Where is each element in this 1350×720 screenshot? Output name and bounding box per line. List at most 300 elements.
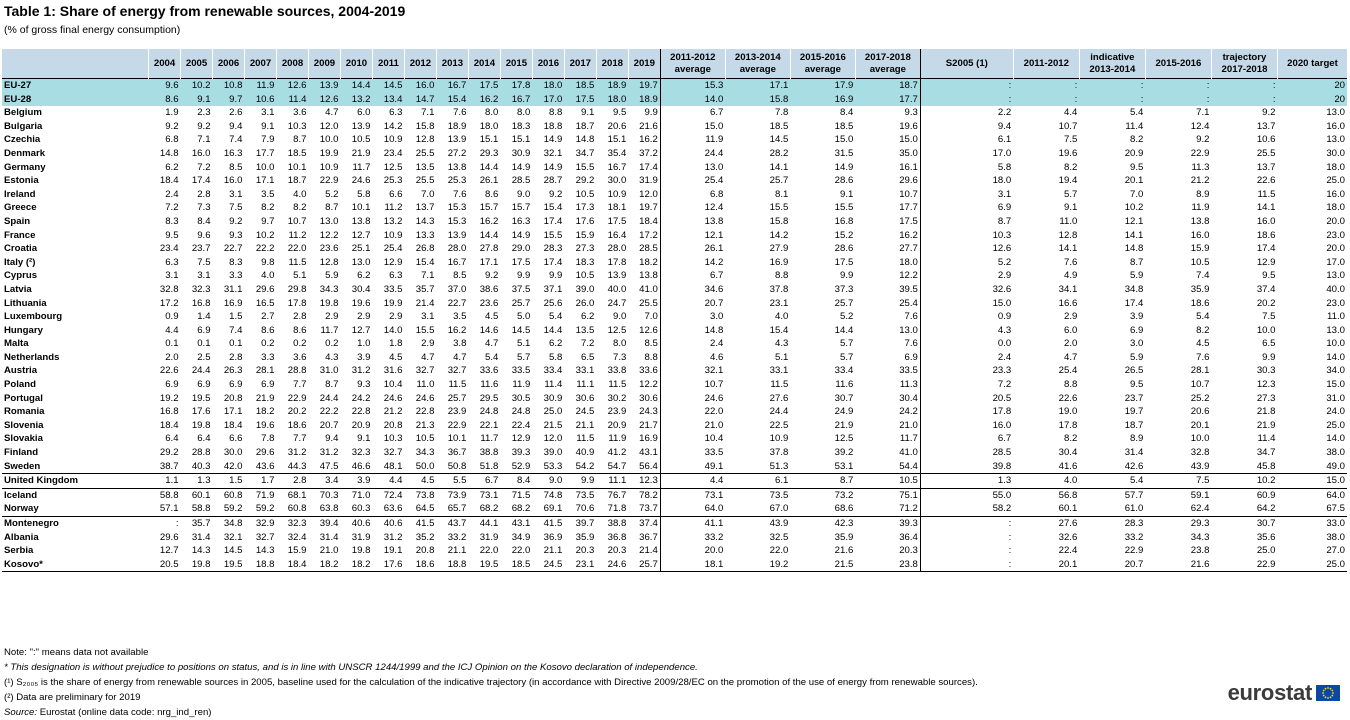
value-cell: 2.4 xyxy=(660,337,725,351)
value-cell: 60.1 xyxy=(181,488,213,502)
value-cell: 14.9 xyxy=(834,161,854,173)
value-cell: 1.4 xyxy=(197,311,211,323)
value-cell: 11.3 xyxy=(899,379,918,391)
value-cell: 25.2 xyxy=(1190,392,1210,404)
value-cell: 4.7 xyxy=(485,338,499,350)
value-cell: 6.8 xyxy=(660,188,725,202)
value-cell: 13.7 xyxy=(415,202,435,214)
value-cell: 20.1 xyxy=(1013,558,1079,572)
table-row xyxy=(2,93,1347,107)
value-cell: 20.3 xyxy=(575,545,595,557)
value-cell: 11.7 xyxy=(899,433,918,445)
value-cell: 10.5 xyxy=(575,188,595,200)
value-cell: 5.4 xyxy=(1079,474,1145,489)
value-cell: 6.7 xyxy=(660,106,725,120)
value-cell: 11.6 xyxy=(480,379,499,391)
value-cell: 39.5 xyxy=(899,283,918,295)
value-cell: 16.9 xyxy=(790,93,855,107)
value-cell: 33.0 xyxy=(1278,517,1347,531)
value-cell: : xyxy=(920,93,1013,107)
value-cell: 23.1 xyxy=(564,558,596,572)
value-cell: 46.6 xyxy=(351,460,371,472)
value-cell: 4.3 xyxy=(775,338,789,350)
country-cell: Norway xyxy=(4,503,39,515)
value-cell: 14.3 xyxy=(191,545,211,557)
value-cell: 27.9 xyxy=(769,243,789,255)
value-cell: 22.9 xyxy=(447,419,467,431)
country-cell: Poland xyxy=(4,379,36,391)
value-cell: 27.8 xyxy=(479,243,499,255)
value-cell: 30.7 xyxy=(1211,517,1277,531)
header-col: 2017 xyxy=(564,49,596,79)
header-col: 2013-2014 average xyxy=(725,49,790,79)
value-cell: 14.3 xyxy=(415,215,435,227)
value-cell: 16.7 xyxy=(607,161,627,173)
value-cell: 51.3 xyxy=(769,460,789,472)
value-cell: 43.9 xyxy=(725,517,790,531)
value-cell: 10.7 xyxy=(1190,379,1210,391)
country-cell: EU-28 xyxy=(2,93,149,107)
value-cell: : xyxy=(920,79,1013,93)
notes xyxy=(4,645,978,720)
value-cell: 9.3 xyxy=(357,379,371,391)
value-cell: 32.1 xyxy=(660,364,725,378)
value-cell: 14.5 xyxy=(223,545,243,557)
table-row xyxy=(2,337,1347,351)
value-cell: 15.0 xyxy=(834,134,854,146)
value-cell: 24.2 xyxy=(899,406,918,418)
value-cell: 3.6 xyxy=(293,107,307,119)
value-cell: 10.5 xyxy=(575,270,595,282)
energy-table xyxy=(2,49,1347,572)
value-cell: 33.5 xyxy=(899,365,918,377)
value-cell: 30.5 xyxy=(511,392,531,404)
value-cell: 17.8 xyxy=(500,79,532,93)
value-cell: 32.1 xyxy=(223,531,243,543)
value-cell: 18.6 xyxy=(1256,229,1276,241)
value-cell: 16.3 xyxy=(223,147,243,159)
value-cell: 13.0 xyxy=(899,324,918,336)
header-col: 2011 xyxy=(372,49,404,79)
value-cell: 6.9 xyxy=(920,201,1013,215)
value-cell: 11.5 xyxy=(288,256,307,268)
value-cell: 5.4 xyxy=(1196,311,1210,323)
value-cell: 22.0 xyxy=(511,545,531,557)
value-cell: 22.5 xyxy=(769,419,789,431)
value-cell: : xyxy=(149,517,181,531)
value-cell: : xyxy=(1145,93,1211,107)
value-cell: 34.3 xyxy=(319,283,339,295)
value-cell: 37.0 xyxy=(447,283,467,295)
value-cell: 39.4 xyxy=(308,517,340,531)
table-row xyxy=(2,229,1347,243)
value-cell: 9.3 xyxy=(904,107,918,119)
value-cell: 9.5 xyxy=(165,229,179,241)
value-cell: 20.7 xyxy=(1079,558,1145,572)
value-cell: 22.9 xyxy=(287,392,307,404)
value-cell: 6.6 xyxy=(229,433,243,445)
value-cell: 10.9 xyxy=(383,134,403,146)
value-cell: : xyxy=(920,531,1013,545)
value-cell: 11.5 xyxy=(770,379,789,391)
value-cell: 15.0 xyxy=(660,120,725,134)
value-cell: 24.0 xyxy=(1326,406,1345,418)
value-cell: 14.4 xyxy=(340,79,372,93)
value-cell: 18.3 xyxy=(511,120,531,132)
value-cell: 28.8 xyxy=(191,447,211,459)
value-cell: 40.3 xyxy=(191,460,211,472)
table-row xyxy=(2,531,1347,545)
eu-flag-icon xyxy=(1316,685,1340,701)
table-row xyxy=(2,517,1347,531)
value-cell: 22.4 xyxy=(1058,545,1078,557)
value-cell: 19.8 xyxy=(191,419,211,431)
value-cell: 14.4 xyxy=(479,229,499,241)
value-cell: 19.6 xyxy=(1058,147,1078,159)
value-cell: 8.2 xyxy=(261,202,275,214)
value-cell: 25.0 xyxy=(1256,545,1276,557)
value-cell: 2.9 xyxy=(920,269,1013,283)
value-cell: 31.2 xyxy=(287,447,307,459)
value-cell: 11.3 xyxy=(1191,161,1210,173)
value-cell: 9.4 xyxy=(325,433,339,445)
value-cell: 10.7 xyxy=(287,215,307,227)
value-cell: 10.7 xyxy=(899,188,918,200)
value-cell: 14.0 xyxy=(660,93,725,107)
value-cell: 32.3 xyxy=(351,447,371,459)
value-cell: 40.6 xyxy=(340,517,372,531)
value-cell: 33.5 xyxy=(383,283,403,295)
value-cell: 25.3 xyxy=(383,175,403,187)
value-cell: 41.5 xyxy=(404,517,436,531)
value-cell: 23.8 xyxy=(855,558,920,572)
table-row xyxy=(2,378,1347,392)
value-cell: 9.0 xyxy=(517,188,531,200)
value-cell: 43.7 xyxy=(436,517,468,531)
value-cell: 19.8 xyxy=(181,558,213,572)
header-col: 2005 xyxy=(181,49,213,79)
value-cell: 0.1 xyxy=(165,338,179,350)
value-cell: 17.1 xyxy=(223,406,243,418)
value-cell: 23.9 xyxy=(607,406,627,418)
value-cell: 10.5 xyxy=(351,134,371,146)
country-cell: Montenegro xyxy=(2,517,149,531)
value-cell: 3.1 xyxy=(920,188,1013,202)
value-cell: 9.4 xyxy=(229,120,243,132)
value-cell: 63.8 xyxy=(319,503,339,515)
value-cell: 16.8 xyxy=(191,297,211,309)
value-cell: 15.4 xyxy=(436,93,468,107)
value-cell: 27.6 xyxy=(769,392,789,404)
value-cell: 25.7 xyxy=(834,297,854,309)
country-cell: Croatia xyxy=(4,243,38,255)
value-cell: 8.8 xyxy=(549,107,563,119)
value-cell: 0.2 xyxy=(325,338,339,350)
value-cell: 13.0 xyxy=(351,256,371,268)
value-cell: 11.4 xyxy=(277,93,309,107)
value-cell: 21.9 xyxy=(255,392,275,404)
value-cell: 29.3 xyxy=(479,147,499,159)
value-cell: 22.7 xyxy=(223,243,243,255)
country-cell: Albania xyxy=(4,531,39,543)
value-cell: 16.9 xyxy=(639,433,658,445)
value-cell: 23.4 xyxy=(383,147,403,159)
value-cell: 13.7 xyxy=(1256,161,1276,173)
value-cell: 34.8 xyxy=(213,517,245,531)
value-cell: 21.9 xyxy=(351,147,371,159)
value-cell: 59.2 xyxy=(255,503,275,515)
value-cell: 18.4 xyxy=(159,419,179,431)
value-cell: 31.6 xyxy=(383,365,403,377)
value-cell: 7.2 xyxy=(165,202,179,214)
value-cell: 16.9 xyxy=(769,256,789,268)
value-cell: 9.9 xyxy=(564,474,596,489)
value-cell: 18.4 xyxy=(159,175,179,187)
value-cell: 71.5 xyxy=(500,488,532,502)
value-cell: 24.3 xyxy=(639,406,658,418)
value-cell: 4.4 xyxy=(165,324,179,336)
value-cell: 10.9 xyxy=(383,229,403,241)
value-cell: 21.0 xyxy=(899,419,918,431)
value-cell: 27.3 xyxy=(1256,392,1276,404)
value-cell: 2.4 xyxy=(165,188,179,200)
value-cell: 22.0 xyxy=(479,545,499,557)
value-cell: 33.5 xyxy=(660,446,725,460)
value-cell: 45.8 xyxy=(1256,460,1276,472)
value-cell: 15.5 xyxy=(543,229,563,241)
table-row xyxy=(2,446,1347,460)
value-cell: 17.1 xyxy=(725,79,790,93)
table-row xyxy=(2,502,1347,516)
value-cell: 17.5 xyxy=(899,215,918,227)
value-cell: 11.4 xyxy=(1125,120,1144,132)
value-cell: 31.4 xyxy=(319,531,339,543)
value-cell: 7.4 xyxy=(229,324,243,336)
value-cell: 38.8 xyxy=(479,447,499,459)
value-cell: 25.3 xyxy=(447,175,467,187)
value-cell: 63.6 xyxy=(383,503,403,515)
value-cell: 26.8 xyxy=(415,243,435,255)
value-cell: 30.3 xyxy=(1256,365,1276,377)
value-cell: 15.8 xyxy=(725,93,790,107)
value-cell: 23.0 xyxy=(1326,297,1345,309)
value-cell: 12.9 xyxy=(1256,256,1276,268)
value-cell: 26.1 xyxy=(479,175,499,187)
value-cell: 5.0 xyxy=(517,311,531,323)
value-cell: 22.2 xyxy=(319,406,339,418)
value-cell: 22.9 xyxy=(319,175,339,187)
value-cell: 8.6 xyxy=(149,93,181,107)
value-cell: 39.8 xyxy=(920,460,1013,474)
value-cell: 23.0 xyxy=(1326,229,1345,241)
value-cell: 9.2 xyxy=(165,120,179,132)
value-cell: 11.9 xyxy=(512,379,531,391)
value-cell: 23.7 xyxy=(1124,392,1144,404)
value-cell: 18.4 xyxy=(639,215,658,227)
value-cell: 34.6 xyxy=(660,283,725,297)
value-cell: 12.5 xyxy=(607,324,627,336)
value-cell: 17.1 xyxy=(479,256,499,268)
value-cell: 11.1 xyxy=(576,379,595,391)
value-cell: 57.1 xyxy=(159,503,179,515)
value-cell: 20.8 xyxy=(223,392,243,404)
value-cell: 14.9 xyxy=(511,229,531,241)
value-cell: 28.6 xyxy=(834,243,854,255)
value-cell: 71.2 xyxy=(899,503,918,515)
table-header xyxy=(2,49,1347,79)
table-row xyxy=(2,269,1347,283)
value-cell: 10.1 xyxy=(287,161,307,173)
value-cell: 18.7 xyxy=(287,175,307,187)
value-cell: 32.6 xyxy=(920,283,1013,297)
source-label: Source: xyxy=(4,707,38,718)
value-cell: 7.9 xyxy=(261,134,275,146)
value-cell: 24.6 xyxy=(596,558,628,572)
value-cell: 9.7 xyxy=(261,215,275,227)
value-cell: : xyxy=(920,558,1013,572)
value-cell: 2.9 xyxy=(357,311,371,323)
value-cell: 21.7 xyxy=(639,419,658,431)
value-cell: 25.5 xyxy=(1256,147,1276,159)
value-cell: 31.2 xyxy=(351,365,371,377)
value-cell: 9.1 xyxy=(357,433,371,445)
value-cell: 59.2 xyxy=(223,503,243,515)
value-cell: 16.7 xyxy=(436,79,468,93)
header-col: 2004 xyxy=(149,49,181,79)
value-cell: 44.1 xyxy=(468,517,500,531)
value-cell: 4.5 xyxy=(389,351,403,363)
value-cell: 13.9 xyxy=(607,270,627,282)
value-cell: 28.8 xyxy=(287,365,307,377)
value-cell: 2.8 xyxy=(229,351,243,363)
value-cell: 10.6 xyxy=(245,93,277,107)
value-cell: 19.4 xyxy=(1058,175,1078,187)
value-cell: 34.0 xyxy=(1326,365,1345,377)
country-cell: Austria xyxy=(4,365,38,377)
value-cell: 8.2 xyxy=(1196,324,1210,336)
value-cell: 12.2 xyxy=(319,229,339,241)
value-cell: 12.0 xyxy=(639,188,658,200)
value-cell: 28.5 xyxy=(639,243,658,255)
value-cell: 14.1 xyxy=(1256,202,1276,214)
value-cell: 1.9 xyxy=(165,107,179,119)
value-cell: 8.6 xyxy=(485,188,499,200)
value-cell: 60.8 xyxy=(287,503,307,515)
value-cell: 5.2 xyxy=(325,188,339,200)
value-cell: 12.9 xyxy=(383,256,403,268)
value-cell: 16.0 xyxy=(1190,229,1210,241)
value-cell: 9.2 xyxy=(229,215,243,227)
country-cell: Belgium xyxy=(4,107,42,119)
value-cell: 35.7 xyxy=(415,283,435,295)
value-cell: 8.6 xyxy=(293,324,307,336)
value-cell: 35.7 xyxy=(181,517,213,531)
value-cell: 25.7 xyxy=(769,175,789,187)
value-cell: 10.6 xyxy=(1256,134,1276,146)
value-cell: 18.5 xyxy=(769,120,789,132)
country-cell: United Kingdom xyxy=(2,474,149,489)
value-cell: 2.4 xyxy=(920,351,1013,365)
value-cell: 28.0 xyxy=(447,243,467,255)
table-row xyxy=(2,161,1347,175)
value-cell: 13.8 xyxy=(1190,215,1210,227)
value-cell: 13.9 xyxy=(351,120,371,132)
value-cell: 27.6 xyxy=(1013,517,1079,531)
value-cell: 18.0 xyxy=(479,120,499,132)
value-cell: 3.3 xyxy=(261,351,275,363)
value-cell: 37.8 xyxy=(769,447,789,459)
value-cell: 34.3 xyxy=(415,447,435,459)
value-cell: 19.7 xyxy=(628,79,660,93)
value-cell: 25.6 xyxy=(543,297,563,309)
header-country xyxy=(2,49,149,79)
country-cell: Malta xyxy=(4,338,29,350)
value-cell: 34.3 xyxy=(1190,531,1210,543)
value-cell: 7.3 xyxy=(197,202,211,214)
value-cell: 5.9 xyxy=(1130,351,1144,363)
value-cell: 21.0 xyxy=(660,419,725,433)
value-cell: 7.2 xyxy=(197,161,211,173)
value-cell: 73.2 xyxy=(790,488,855,502)
value-cell: 10.7 xyxy=(1058,120,1078,132)
value-cell: 37.4 xyxy=(628,517,660,531)
table-row xyxy=(2,460,1347,474)
value-cell: 73.9 xyxy=(436,488,468,502)
value-cell: 12.9 xyxy=(511,433,531,445)
value-cell: 9.9 xyxy=(840,270,854,282)
value-cell: 23.3 xyxy=(920,364,1013,378)
value-cell: 10.3 xyxy=(287,120,307,132)
value-cell: 30.0 xyxy=(607,175,627,187)
value-cell: 6.1 xyxy=(920,133,1013,147)
value-cell: 4.0 xyxy=(261,270,275,282)
value-cell: 5.7 xyxy=(840,338,854,350)
value-cell: 8.8 xyxy=(775,270,789,282)
value-cell: 16.0 xyxy=(191,147,211,159)
value-cell: 1.8 xyxy=(389,338,403,350)
value-cell: 19.2 xyxy=(725,558,790,572)
value-cell: 4.4 xyxy=(660,474,725,489)
value-cell: 14.5 xyxy=(372,79,404,93)
value-cell: 22.9 xyxy=(1211,558,1277,572)
value-cell: 31.4 xyxy=(191,531,211,543)
value-cell: 17.5 xyxy=(607,215,627,227)
value-cell: 17.8 xyxy=(920,405,1013,419)
value-cell: 33.2 xyxy=(660,531,725,545)
header-col: 2015-2016 average xyxy=(790,49,855,79)
value-cell: 28.1 xyxy=(1190,365,1210,377)
value-cell: 20.8 xyxy=(415,545,435,557)
value-cell: 21.0 xyxy=(319,545,339,557)
value-cell: 3.0 xyxy=(1130,338,1144,350)
value-cell: 8.7 xyxy=(1130,256,1144,268)
value-cell: 9.5 xyxy=(612,107,627,119)
value-cell: 0.0 xyxy=(920,337,1013,351)
header-col: 2007 xyxy=(245,49,277,79)
value-cell: 28.6 xyxy=(834,175,854,187)
value-cell: 25.0 xyxy=(1326,419,1345,431)
value-cell: 22.0 xyxy=(287,243,307,255)
table-row xyxy=(2,364,1347,378)
value-cell: 11.9 xyxy=(245,79,277,93)
value-cell: 0.2 xyxy=(261,338,275,350)
value-cell: 8.0 xyxy=(485,107,499,119)
value-cell: 13.7 xyxy=(1256,120,1276,132)
value-cell: 78.2 xyxy=(628,488,660,502)
table-row xyxy=(2,544,1347,558)
value-cell: 24.5 xyxy=(532,558,564,572)
value-cell: 14.8 xyxy=(575,134,595,146)
